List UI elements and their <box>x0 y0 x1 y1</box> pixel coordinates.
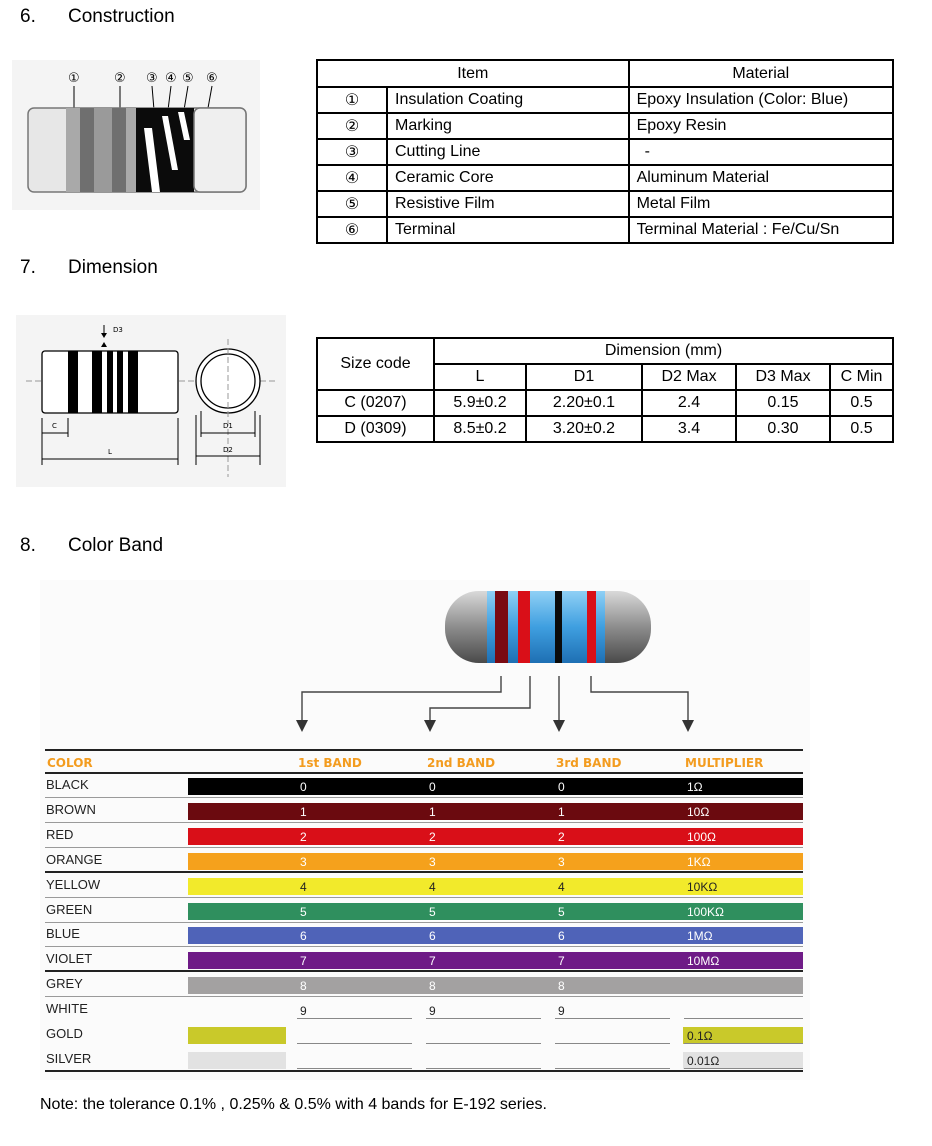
color-band-row <box>45 948 803 972</box>
row-d3: 0.30 <box>736 416 830 442</box>
band-digit: 5 <box>300 904 307 919</box>
cell-underline <box>684 1018 803 1019</box>
band-digit: 3 <box>300 854 307 869</box>
terminal-cap <box>194 108 246 192</box>
cell-underline <box>297 1018 412 1019</box>
color-name: GOLD <box>46 1026 83 1041</box>
row-c: 0.5 <box>830 416 893 442</box>
row-item: Insulation Coating <box>387 87 629 113</box>
color-band-row <box>45 799 803 823</box>
band-digit: 3 <box>558 854 565 869</box>
band-digit: 1 <box>300 804 307 819</box>
section-title: Color Band <box>68 535 164 556</box>
row-divider <box>45 847 803 848</box>
label-d3: D3 <box>113 326 123 334</box>
header-item: Item <box>317 60 629 87</box>
multiplier-value: 100KΩ <box>687 904 724 919</box>
section-title: Dimension <box>68 257 158 278</box>
color-band-row <box>45 923 803 947</box>
color-name: RED <box>46 826 74 842</box>
band-digit: 8 <box>429 979 436 994</box>
label-l: L <box>108 448 112 456</box>
marker-4: ④ <box>165 71 177 86</box>
band-digit: 9 <box>300 1004 307 1019</box>
header-material: Material <box>629 60 893 87</box>
color-name: ORANGE <box>46 851 103 867</box>
construction-table <box>316 59 894 244</box>
row-l: 5.9±0.2 <box>434 390 526 416</box>
row-d2: 3.4 <box>642 416 736 442</box>
label-d2: D2 <box>223 446 233 454</box>
band-digit: 6 <box>429 929 436 944</box>
section-heading-color-band <box>20 535 320 559</box>
band-digit: 2 <box>558 829 565 844</box>
row-divider <box>45 897 803 898</box>
cell-underline <box>555 1043 670 1044</box>
header-d2: D2 Max <box>642 364 736 390</box>
cell-underline <box>426 1018 541 1019</box>
multiplier-value: 0.1Ω <box>687 1029 713 1043</box>
color-band-row <box>45 849 803 873</box>
row-item: Marking <box>387 113 629 139</box>
color-name: BLACK <box>46 777 89 792</box>
band-digit: 4 <box>300 879 307 894</box>
color-band-row <box>45 824 803 848</box>
color-name: SILVER <box>46 1050 92 1066</box>
row-c: 0.5 <box>830 390 893 416</box>
construction-figure <box>12 60 260 210</box>
band-digit: 8 <box>300 979 307 994</box>
row-divider <box>45 922 803 923</box>
row-divider <box>45 996 803 997</box>
multiplier-value: 10Ω <box>687 804 710 819</box>
band-digit: 5 <box>558 904 565 919</box>
multiplier-value: 100Ω <box>687 829 716 844</box>
band-digit: 6 <box>300 929 307 944</box>
band-digit: 2 <box>300 829 307 844</box>
header-size-code: Size code <box>317 338 434 390</box>
row-code: C (0207) <box>317 390 434 416</box>
row-code: D (0309) <box>317 416 434 442</box>
cell-underline <box>297 1068 412 1069</box>
color-band-row <box>45 973 803 997</box>
header-c: C Min <box>830 364 893 390</box>
cell-underline <box>555 1018 670 1019</box>
multiplier-value: 10KΩ <box>687 879 718 894</box>
marker-1: ① <box>68 71 80 86</box>
row-divider <box>45 797 803 798</box>
color-name: GREEN <box>46 901 93 917</box>
header-l: L <box>434 364 526 390</box>
band-digit: 3 <box>429 854 436 869</box>
row-item: Resistive Film <box>387 191 629 217</box>
band-3 <box>555 591 562 663</box>
color-swatch-bar <box>188 803 803 820</box>
row-item: Ceramic Core <box>387 165 629 191</box>
row-material: Terminal Material : Fe/Cu/Sn <box>629 217 893 243</box>
dimension-diagram <box>16 315 286 487</box>
multiplier-value: 1MΩ <box>687 929 713 944</box>
color-name: YELLOW <box>46 876 101 892</box>
row-d1: 2.20±0.1 <box>526 390 642 416</box>
row-divider <box>45 871 803 873</box>
row-d3: 0.15 <box>736 390 830 416</box>
band-1 <box>495 591 508 663</box>
header-color: COLOR <box>47 756 93 770</box>
dimension-table <box>316 337 894 443</box>
marker-5: ⑤ <box>182 71 194 86</box>
tolerance-note: Note: the tolerance 0.1% , 0.25% & 0.5% with 4 bands for E-192 series. <box>40 1096 547 1113</box>
cell-underline <box>684 1068 803 1069</box>
row-divider <box>45 1070 803 1072</box>
color-band-row <box>45 899 803 923</box>
dimension-figure <box>16 315 286 487</box>
label-c: C <box>52 422 57 430</box>
multiplier-value: 0.01Ω <box>687 1053 720 1068</box>
section-title: Construction <box>68 6 175 27</box>
header-d3: D3 Max <box>736 364 830 390</box>
multiplier-value: 1Ω <box>687 780 703 794</box>
band-digit: 7 <box>300 954 307 969</box>
cell-underline <box>555 1068 670 1069</box>
row-divider <box>45 822 803 823</box>
color-name: BLUE <box>46 926 80 942</box>
band-2 <box>518 591 530 663</box>
row-d1: 3.20±0.2 <box>526 416 642 442</box>
row-divider <box>45 946 803 947</box>
band-digit: 0 <box>300 780 307 794</box>
row-material: Aluminum Material <box>629 165 893 191</box>
band-digit: 7 <box>429 954 436 969</box>
color-name: VIOLET <box>46 951 93 967</box>
section-number: 6. <box>20 6 36 27</box>
color-swatch <box>188 1052 286 1069</box>
section-heading-dimension <box>20 257 320 281</box>
row-material: - <box>629 139 893 165</box>
color-band-top-rule <box>45 749 803 751</box>
band-digit: 1 <box>558 804 565 819</box>
color-band-row <box>45 874 803 898</box>
band-4 <box>587 591 596 663</box>
cell-underline <box>426 1068 541 1069</box>
color-name: GREY <box>46 976 83 992</box>
band-digit: 2 <box>429 829 436 844</box>
cell-underline <box>426 1043 541 1044</box>
resistor-construction-diagram <box>12 60 260 210</box>
section-heading-construction <box>20 6 320 30</box>
color-band-row <box>45 998 803 1022</box>
cell-underline <box>684 1043 803 1044</box>
marker-2: ② <box>114 71 126 86</box>
color-swatch-bar <box>188 778 803 795</box>
header-d1: D1 <box>526 364 642 390</box>
row-no: ④ <box>317 165 387 191</box>
band-digit: 9 <box>558 1004 565 1019</box>
band-digit: 7 <box>558 954 565 969</box>
marker-6: ⑥ <box>206 71 218 86</box>
multiplier-value: 10MΩ <box>687 954 720 969</box>
color-band-resistor-diagram <box>40 580 810 740</box>
color-band-row <box>45 774 803 798</box>
band-digit: 6 <box>558 929 565 944</box>
header-3rd-band: 3rd BAND <box>556 756 622 770</box>
band-digit: 0 <box>429 780 436 794</box>
header-2nd-band: 2nd BAND <box>427 756 496 770</box>
row-no: ⑥ <box>317 217 387 243</box>
band-digit: 8 <box>558 979 565 994</box>
multiplier-value: 1KΩ <box>687 854 711 869</box>
color-swatch <box>188 1027 286 1044</box>
band-digit: 1 <box>429 804 436 819</box>
row-divider <box>45 970 803 972</box>
header-multiplier: MULTIPLIER <box>685 756 764 770</box>
band-digit: 0 <box>558 780 565 794</box>
label-d1: D1 <box>223 422 233 430</box>
row-l: 8.5±0.2 <box>434 416 526 442</box>
row-no: ③ <box>317 139 387 165</box>
color-band-row <box>45 1023 803 1047</box>
band-digit: 9 <box>429 1004 436 1019</box>
row-no: ② <box>317 113 387 139</box>
cell-underline <box>297 1043 412 1044</box>
row-material: Metal Film <box>629 191 893 217</box>
row-material: Epoxy Resin <box>629 113 893 139</box>
row-item: Cutting Line <box>387 139 629 165</box>
color-name: BROWN <box>46 801 96 817</box>
row-no: ① <box>317 87 387 113</box>
band-digit: 4 <box>558 879 565 894</box>
marker-3: ③ <box>146 71 158 86</box>
row-d2: 2.4 <box>642 390 736 416</box>
row-material: Epoxy Insulation (Color: Blue) <box>629 87 893 113</box>
row-no: ⑤ <box>317 191 387 217</box>
row-item: Terminal <box>387 217 629 243</box>
color-band-row <box>45 1048 803 1072</box>
header-dimension: Dimension (mm) <box>434 338 893 364</box>
section-number: 7. <box>20 257 36 278</box>
band-digit: 4 <box>429 879 436 894</box>
color-name: WHITE <box>46 1001 88 1017</box>
section-number: 8. <box>20 535 36 556</box>
color-swatch-bar <box>188 977 803 994</box>
band-digit: 5 <box>429 904 436 919</box>
header-1st-band: 1st BAND <box>298 756 362 770</box>
